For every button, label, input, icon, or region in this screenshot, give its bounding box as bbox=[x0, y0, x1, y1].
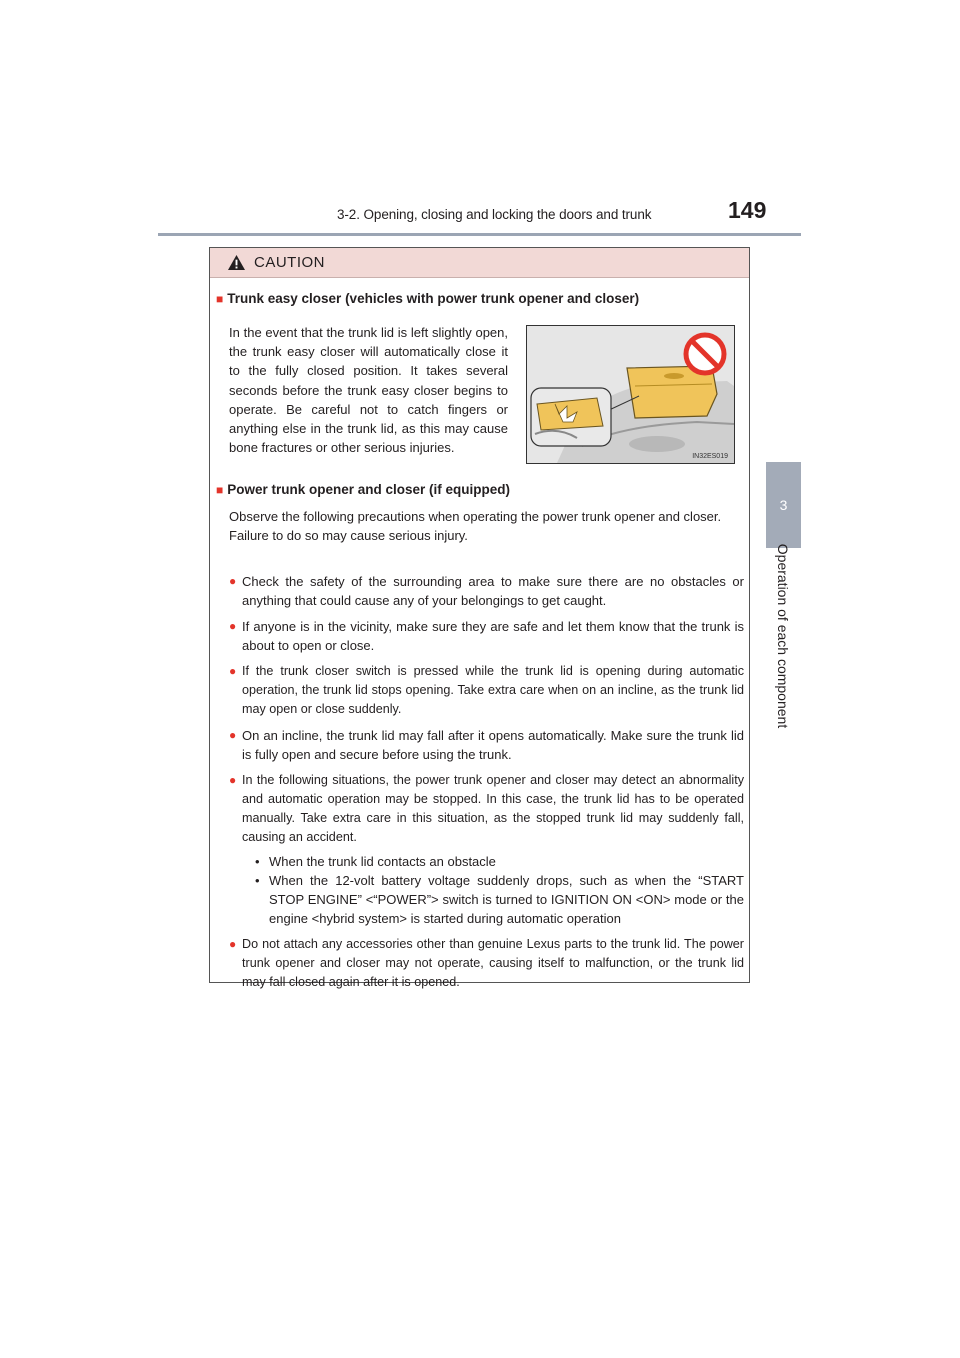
small-bullet-icon: • bbox=[255, 854, 260, 869]
section-heading-text: Power trunk opener and closer (if equipped) bbox=[227, 482, 511, 497]
list-item bbox=[229, 662, 744, 719]
round-bullet-icon: ● bbox=[229, 574, 237, 588]
chapter-tab[interactable] bbox=[766, 462, 801, 548]
header-title: 3-2. Opening, closing and locking the doors and trunk bbox=[337, 207, 652, 222]
trunk-lid-illustration bbox=[526, 325, 735, 464]
intro-paragraph: Observe the following precautions when operating the power trunk opener and closer. bbox=[229, 509, 722, 524]
list-item bbox=[229, 726, 744, 764]
caution-title: CAUTION bbox=[254, 254, 325, 271]
sub-list-item-text: When the 12-volt battery voltage suddenly drops, such as when the “START STOP ENGINE” <“POWER”> switch is turned to IGNITION ON <ON> mode or the engine <hybrid system> is started during automatic operation bbox=[269, 873, 744, 926]
section-heading-power-trunk bbox=[216, 482, 510, 497]
list-item-text: On an incline, the trunk lid may fall after it opens automatically. Make sure the trunk lid is fully open and secure before using the trunk. bbox=[242, 728, 744, 762]
sub-list-item-text: When the trunk lid contacts an obstacle bbox=[269, 854, 496, 869]
trunk-closer-drawing bbox=[527, 326, 734, 463]
list-item bbox=[229, 771, 744, 928]
list-item-text: If the trunk closer switch is pressed while the trunk lid is opening during automatic operation, the trunk lid stops opening. Take extra care when on an incline, as the trunk lid may open or close suddenly. bbox=[242, 664, 744, 716]
section-heading-trunk-easy-closer bbox=[216, 291, 639, 306]
chapter-number: 3 bbox=[779, 497, 788, 513]
warning-triangle-icon bbox=[227, 254, 246, 271]
section-heading-text: Trunk easy closer (vehicles with power trunk opener and closer) bbox=[227, 291, 640, 306]
caution-header bbox=[210, 248, 749, 278]
section-intro bbox=[229, 507, 744, 545]
list-item-text: In the following situations, the power trunk opener and closer may detect an abnormality and automatic operation may be stopped. In this case, the trunk lid has to be operated manually. Take extra care in this situation, as the stopped trunk lid may suddenly fall, causing an accident. bbox=[242, 773, 744, 844]
square-bullet-icon: ■ bbox=[216, 483, 224, 497]
chapter-label: Operation of each component bbox=[775, 543, 791, 729]
sub-list-item bbox=[242, 871, 744, 928]
illustration-code: IN32ES019 bbox=[692, 453, 728, 460]
list-item bbox=[229, 572, 744, 610]
caution-box bbox=[209, 247, 750, 989]
page-number: 149 bbox=[728, 197, 767, 223]
list-item-text: If anyone is in the vicinity, make sure they are safe and let them know that the trunk is about to open or close. bbox=[242, 619, 744, 653]
square-bullet-icon: ■ bbox=[216, 292, 224, 306]
sub-list-item bbox=[242, 852, 744, 871]
list-item-text: Do not attach any accessories other than genuine Lexus parts to the trunk lid. The power trunk opener and closer may not operate, causing itself to malfunction, or the trunk lid may fall closed again after it is opened. bbox=[242, 937, 744, 989]
header-divider bbox=[158, 233, 801, 236]
list-item bbox=[229, 935, 744, 992]
precaution-list bbox=[229, 572, 744, 999]
intro-paragraph-2: Failure to do so may cause serious injury. bbox=[229, 528, 468, 543]
section-paragraph: In the event that the trunk lid is left slightly open, the trunk easy closer will automatically close it to the fully closed position. It takes several seconds before the trunk easy closer begins to operate. Be careful not to catch fingers or anything else in the trunk lid, as this may cause bone fractures or other serious injuries. bbox=[229, 325, 508, 456]
round-bullet-icon: ● bbox=[229, 619, 237, 633]
list-item bbox=[229, 617, 744, 655]
round-bullet-icon: ● bbox=[229, 937, 237, 951]
small-bullet-icon: • bbox=[255, 873, 260, 888]
situation-sub-list bbox=[242, 852, 744, 928]
round-bullet-icon: ● bbox=[229, 664, 237, 678]
round-bullet-icon: ● bbox=[229, 773, 237, 787]
round-bullet-icon: ● bbox=[229, 728, 237, 742]
list-item-text: Check the safety of the surrounding area to make sure there are no obstacles or anything that could cause any of your belongings to get caught. bbox=[242, 574, 744, 608]
